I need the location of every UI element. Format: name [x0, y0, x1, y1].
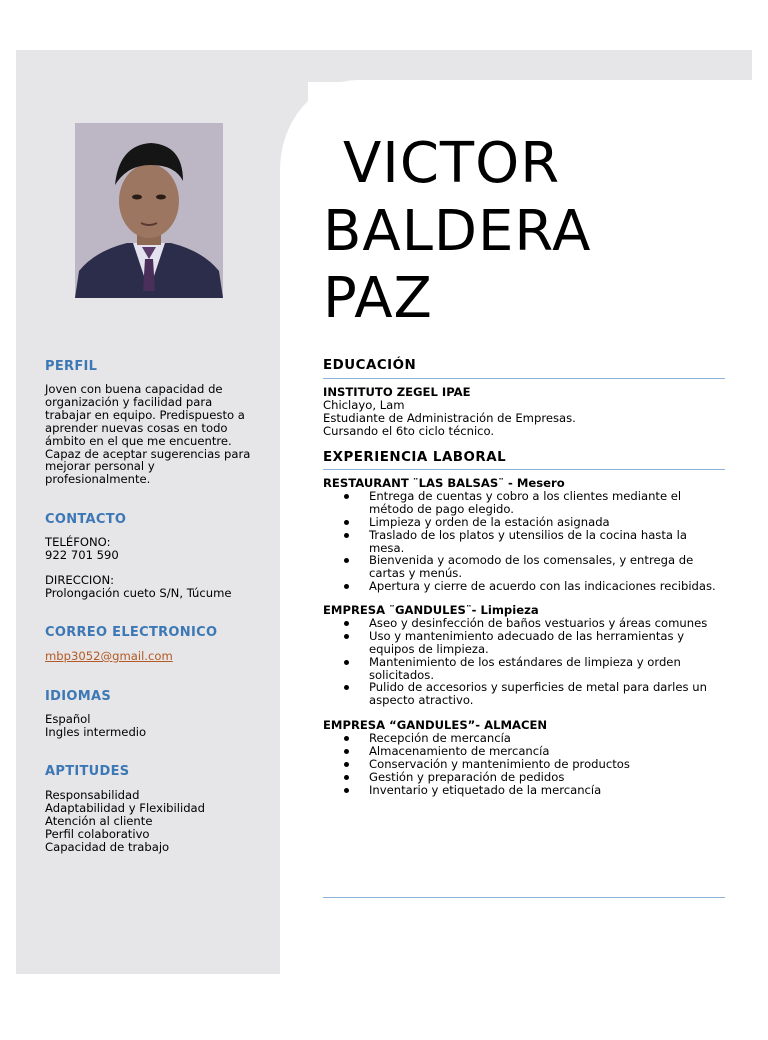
- job-title: RESTAURANT ¨LAS BALSAS¨ - Mesero: [323, 476, 565, 490]
- bullet-icon: [344, 494, 349, 499]
- bullet-icon: [344, 775, 349, 780]
- bullet-icon: [344, 584, 349, 589]
- name-middle: BALDERA: [323, 199, 592, 264]
- list-item: Uso y mantenimiento adecuado de las herramientas y equipos de limpieza.: [323, 630, 725, 656]
- perfil-heading: PERFIL: [45, 359, 98, 374]
- perfil-text: Joven con buena capacidad de organización y facilidad para trabajar en equipo. Predispuesto a aprender nuevas cosas en todo ámbito en el que me encuentre. Capaz de aceptar sugerencias para mejorar personal y profesionalmente.: [45, 382, 251, 487]
- address-value: Prolongación cueto S/N, Túcume: [45, 585, 232, 600]
- contacto-heading: CONTACTO: [45, 512, 127, 527]
- aptitudes-heading: APTITUDES: [45, 764, 130, 779]
- bullet-icon: [344, 533, 349, 538]
- job-block: [323, 477, 725, 593]
- list-item: Pulido de accesorios y superficies de metal para darles un aspecto atractivo.: [323, 681, 725, 707]
- list-item: Gestión y preparación de pedidos: [323, 771, 725, 784]
- job-title: EMPRESA ¨GANDULES¨- Limpieza: [323, 603, 539, 617]
- list-item: Bienvenida y acomodo de los comensales, y entrega de cartas y menús.: [323, 554, 725, 580]
- address-label: DIRECCION:: [45, 572, 115, 587]
- list-item: Apertura y cierre de acuerdo con las indicaciones recibidas.: [323, 580, 725, 593]
- profile-photo: [75, 123, 223, 298]
- bullet-icon: [344, 762, 349, 767]
- idiomas-list: [45, 713, 270, 739]
- footer-divider: [323, 897, 725, 898]
- list-item: Almacenamiento de mercancía: [323, 745, 725, 758]
- section-divider: [323, 378, 725, 379]
- list-item: Adaptabilidad y Flexibilidad: [45, 800, 206, 815]
- list-item: Entrega de cuentas y cobro a los clientes mediante el método de pago elegido.: [323, 490, 725, 516]
- experience-heading: EXPERIENCIA LABORAL: [323, 450, 507, 465]
- job-block: [323, 604, 725, 707]
- bullet-icon: [344, 660, 349, 665]
- list-item: Recepción de mercancía: [323, 732, 725, 745]
- education-institution: INSTITUTO ZEGEL IPAE: [323, 385, 471, 399]
- name-last: PAZ: [323, 266, 433, 331]
- idiomas-heading: IDIOMAS: [45, 689, 111, 704]
- list-item: Ingles intermedio: [45, 724, 147, 739]
- bullet-icon: [344, 634, 349, 639]
- list-item: Atención al cliente: [45, 813, 153, 828]
- bullet-icon: [344, 685, 349, 690]
- bullet-icon: [344, 621, 349, 626]
- list-item: Responsabilidad: [45, 788, 140, 802]
- aptitudes-list: [45, 789, 270, 854]
- bullet-icon: [344, 520, 349, 525]
- job-block: [323, 719, 725, 796]
- list-item: Español: [45, 712, 91, 726]
- bullet-icon: [344, 749, 349, 754]
- list-item: Aseo y desinfección de baños vestuarios y áreas comunes: [323, 617, 725, 630]
- section-divider: [323, 469, 725, 470]
- job-title: EMPRESA “GANDULES”- ALMACEN: [323, 718, 548, 732]
- phone-value: 922 701 590: [45, 547, 119, 562]
- education-heading: EDUCACIÓN: [323, 358, 417, 373]
- bullet-icon: [344, 558, 349, 563]
- education-block: INSTITUTO ZEGEL IPAE Chiclayo, Lam Estudiante de Administración de Empresas. Cursando el 6to ciclo técnico.: [323, 386, 725, 438]
- list-item: Capacidad de trabajo: [45, 839, 170, 854]
- list-item: Traslado de los platos y utensilios de la cocina hasta la mesa.: [323, 529, 725, 555]
- list-item: Perfil colaborativo: [45, 826, 150, 841]
- correo-heading: CORREO ELECTRONICO: [45, 625, 218, 640]
- header-band: [300, 50, 752, 82]
- phone-label: TELÉFONO:: [45, 535, 111, 549]
- bullet-icon: [344, 788, 349, 793]
- list-item: Mantenimiento de los estándares de limpieza y orden solicitados.: [323, 656, 725, 682]
- list-item: Conservación y mantenimiento de productos: [323, 758, 725, 771]
- contacto-block: [45, 536, 270, 600]
- bullet-icon: [344, 736, 349, 741]
- name-first: VICTOR: [343, 131, 561, 196]
- list-item: Limpieza y orden de la estación asignada: [323, 516, 725, 529]
- email-link[interactable]: mbp3052@gmail.com: [45, 649, 173, 663]
- list-item: Inventario y etiquetado de la mercancía: [323, 784, 725, 797]
